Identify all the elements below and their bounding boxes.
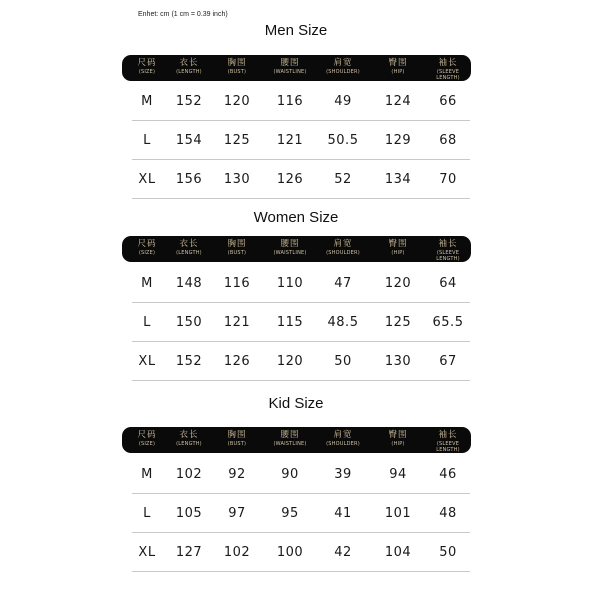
length-cell: 105 [175, 506, 203, 521]
sleeve-cell: 50 [439, 545, 457, 560]
header-shoulder-en: (SHOULDER) [326, 69, 360, 75]
shoulder-cell: 50 [334, 354, 352, 369]
header-length-zh: 衣长 [179, 239, 199, 249]
header-shoulder [313, 55, 373, 81]
sleeve-cell: 48 [439, 506, 457, 521]
men-size-title: Men Size [264, 22, 328, 39]
header-sleeve-length [428, 236, 468, 262]
bust-cell: 126 [223, 354, 251, 369]
header-hip-zh: 臀围 [388, 58, 408, 68]
waistline-cell: 90 [281, 467, 299, 482]
bust-cell: 97 [228, 506, 246, 521]
length-cell: 148 [175, 276, 203, 291]
header-shoulder [313, 427, 373, 453]
header-waistline-zh: 腰围 [280, 58, 300, 68]
size-cell: L [143, 133, 151, 148]
sleeve-cell: 67 [439, 354, 457, 369]
waistline-cell: 116 [276, 94, 304, 109]
header-waistline-zh: 腰围 [280, 239, 300, 249]
waistline-cell: 100 [276, 545, 304, 560]
header-bust [207, 236, 267, 262]
table-row [122, 82, 471, 121]
sleeve-cell: 66 [439, 94, 457, 109]
header-hip [368, 55, 428, 81]
sleeve-cell: 70 [439, 172, 457, 187]
header-shoulder-zh: 肩宽 [333, 239, 353, 249]
hip-cell: 130 [384, 354, 412, 369]
shoulder-cell: 39 [334, 467, 352, 482]
header-sleeve-zh: 袖长 [438, 430, 458, 440]
header-size-en: (SIZE) [138, 69, 156, 75]
header-size-zh: 尺码 [137, 239, 157, 249]
header-length-zh: 衣长 [179, 430, 199, 440]
header-shoulder-en: (SHOULDER) [326, 250, 360, 256]
shoulder-cell: 50.5 [327, 133, 359, 148]
size-cell: M [141, 94, 153, 109]
length-cell: 127 [175, 545, 203, 560]
header-waistline [260, 236, 320, 262]
header-waistline-zh: 腰围 [280, 430, 300, 440]
waistline-cell: 115 [276, 315, 304, 330]
waistline-cell: 110 [276, 276, 304, 291]
bust-cell: 102 [223, 545, 251, 560]
size-cell: XL [138, 545, 156, 560]
header-bust-en: (BUST) [227, 69, 247, 75]
size-cell: M [141, 276, 153, 291]
header-waistline [260, 55, 320, 81]
shoulder-cell: 52 [334, 172, 352, 187]
hip-cell: 104 [384, 545, 412, 560]
table-row [122, 494, 471, 533]
waistline-cell: 126 [276, 172, 304, 187]
length-cell: 102 [175, 467, 203, 482]
header-bust [207, 427, 267, 453]
hip-cell: 120 [384, 276, 412, 291]
header-sleeve-en: (SLEEVE LENGTH) [436, 250, 460, 262]
header-hip-en: (HIP) [391, 69, 405, 75]
header-shoulder-zh: 肩宽 [333, 58, 353, 68]
size-cell: XL [138, 354, 156, 369]
size-cell: XL [138, 172, 156, 187]
header-size-zh: 尺码 [137, 58, 157, 68]
header-size-en: (SIZE) [138, 441, 156, 447]
header-shoulder [313, 236, 373, 262]
header-hip-en: (HIP) [391, 441, 405, 447]
table-row [122, 160, 471, 199]
row-divider [132, 380, 470, 381]
hip-cell: 124 [384, 94, 412, 109]
bust-cell: 120 [223, 94, 251, 109]
table-row [122, 533, 471, 572]
header-hip-zh: 臀围 [388, 239, 408, 249]
header-waistline-en: (WAISTLINE) [273, 69, 307, 75]
header-sleeve-length [428, 55, 468, 81]
bust-cell: 92 [228, 467, 246, 482]
header-bust-zh: 胸围 [227, 58, 247, 68]
header-size-en: (SIZE) [138, 250, 156, 256]
table-row [122, 342, 471, 381]
header-waistline-en: (WAISTLINE) [273, 441, 307, 447]
unit-note: Enhet: cm (1 cm = 0.39 inch) [138, 11, 228, 18]
header-sleeve-length [428, 427, 468, 453]
bust-cell: 116 [223, 276, 251, 291]
row-divider [132, 198, 470, 199]
header-sleeve-zh: 袖长 [438, 239, 458, 249]
length-cell: 152 [175, 94, 203, 109]
length-cell: 154 [175, 133, 203, 148]
bust-cell: 130 [223, 172, 251, 187]
waistline-cell: 121 [276, 133, 304, 148]
header-bust [207, 55, 267, 81]
shoulder-cell: 48.5 [327, 315, 359, 330]
table-row [122, 455, 471, 494]
header-hip [368, 427, 428, 453]
table-row [122, 303, 471, 342]
header-bust-zh: 胸围 [227, 239, 247, 249]
table-row [122, 121, 471, 160]
size-cell: L [143, 315, 151, 330]
shoulder-cell: 49 [334, 94, 352, 109]
kid-header-row [122, 427, 471, 453]
table-row [122, 264, 471, 303]
length-cell: 152 [175, 354, 203, 369]
header-bust-en: (BUST) [227, 250, 247, 256]
bust-cell: 121 [223, 315, 251, 330]
header-hip [368, 236, 428, 262]
header-length-en: (LENGTH) [176, 441, 202, 447]
size-cell: L [143, 506, 151, 521]
header-bust-en: (BUST) [227, 441, 247, 447]
header-waistline-en: (WAISTLINE) [273, 250, 307, 256]
header-shoulder-en: (SHOULDER) [326, 441, 360, 447]
sleeve-cell: 65.5 [432, 315, 464, 330]
sleeve-cell: 68 [439, 133, 457, 148]
women-size-title: Women Size [253, 209, 339, 226]
header-length-en: (LENGTH) [176, 250, 202, 256]
size-cell: M [141, 467, 153, 482]
shoulder-cell: 41 [334, 506, 352, 521]
length-cell: 156 [175, 172, 203, 187]
header-bust-zh: 胸围 [227, 430, 247, 440]
women-header-row [122, 236, 471, 262]
header-shoulder-zh: 肩宽 [333, 430, 353, 440]
shoulder-cell: 47 [334, 276, 352, 291]
header-sleeve-en: (SLEEVE LENGTH) [436, 69, 460, 81]
kid-size-title: Kid Size [268, 395, 324, 412]
sleeve-cell: 46 [439, 467, 457, 482]
waistline-cell: 120 [276, 354, 304, 369]
hip-cell: 129 [384, 133, 412, 148]
header-size-zh: 尺码 [137, 430, 157, 440]
hip-cell: 134 [384, 172, 412, 187]
header-length-zh: 衣长 [179, 58, 199, 68]
bust-cell: 125 [223, 133, 251, 148]
men-header-row [122, 55, 471, 81]
header-hip-zh: 臀围 [388, 430, 408, 440]
header-length-en: (LENGTH) [176, 69, 202, 75]
hip-cell: 125 [384, 315, 412, 330]
header-sleeve-en: (SLEEVE LENGTH) [436, 441, 460, 453]
sleeve-cell: 64 [439, 276, 457, 291]
header-waistline [260, 427, 320, 453]
shoulder-cell: 42 [334, 545, 352, 560]
hip-cell: 101 [384, 506, 412, 521]
row-divider [132, 571, 470, 572]
waistline-cell: 95 [281, 506, 299, 521]
header-sleeve-zh: 袖长 [438, 58, 458, 68]
hip-cell: 94 [389, 467, 407, 482]
length-cell: 150 [175, 315, 203, 330]
header-hip-en: (HIP) [391, 250, 405, 256]
